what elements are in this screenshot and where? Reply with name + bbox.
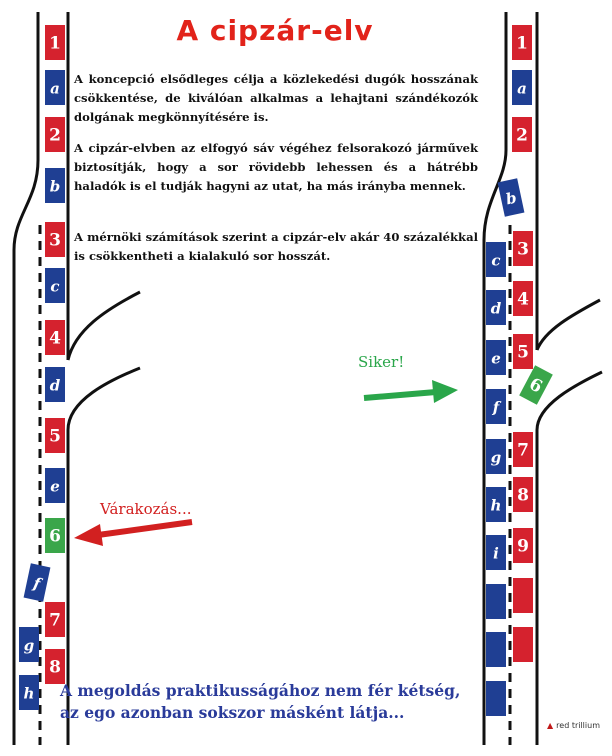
right-car-unlabeled-21: [513, 627, 533, 662]
left-car-a: [45, 70, 65, 105]
right-car-unlabeled-19: [513, 578, 533, 613]
left-car-label: 5: [49, 426, 61, 447]
credit-text: red trillium: [556, 721, 600, 730]
left-car-label: 2: [49, 125, 61, 146]
success-label: Siker!: [358, 353, 405, 371]
right-road-merge-edge: [537, 300, 600, 350]
right-car-9: [513, 528, 533, 563]
right-car-label: d: [490, 299, 502, 318]
paragraph-1: A koncepció elsődleges célja a közlekedési dugók hosszának csökkentése, de kiválóan alkalmas a lehajtani szándékozók dolgának megkönnyítésére is.: [74, 72, 478, 124]
page-title: A cipzár-elv: [176, 14, 374, 47]
left-car-e: [45, 468, 65, 503]
left-car-label: h: [23, 684, 35, 703]
right-car-label: 6: [525, 374, 546, 398]
right-car-label: a: [517, 79, 527, 98]
left-car-f: [24, 563, 51, 601]
right-car-1: [512, 25, 532, 60]
right-car-unlabeled-18: [486, 584, 506, 619]
left-car-d: [45, 367, 65, 402]
left-car-label: g: [23, 636, 35, 655]
right-car-label: c: [491, 251, 501, 270]
wait-label: Várakozás...: [100, 500, 192, 518]
right-car-7: [513, 432, 533, 467]
right-car-5: [513, 334, 533, 369]
right-car-c: [486, 242, 506, 277]
wait-arrow: [74, 522, 192, 546]
right-car-label: e: [491, 349, 501, 368]
paragraph-2: A cipzár-elvben az elfogyó sáv végéhez felsorakozó járművek biztosítják, hogy a sor rövidebb lehessen és a hátrébb haladók is el tudják hagyni az utat, ha más irányba mennek.: [74, 141, 478, 193]
right-car-e: [486, 340, 506, 375]
right-car-label: 7: [517, 440, 529, 461]
bottom-caption-line-1: A megoldás praktikusságához nem fér kétség,: [60, 681, 461, 700]
right-car-label: 8: [517, 485, 529, 506]
right-car-f: [486, 389, 506, 424]
right-car-h: [486, 487, 506, 522]
left-car-g: [19, 627, 39, 662]
right-car-label: f: [492, 398, 500, 417]
trillium-icon: ▲: [547, 721, 554, 730]
right-car-label: 9: [517, 536, 529, 557]
bottom-caption: [60, 680, 480, 724]
left-car-label: 7: [49, 610, 61, 631]
right-car-d: [486, 290, 506, 325]
right-car-body: [486, 681, 506, 716]
left-car-3: [45, 222, 65, 257]
success-arrow: [364, 380, 458, 403]
right-road-exit-edge: [537, 372, 602, 745]
left-car-6: [45, 518, 65, 553]
left-car-c: [45, 268, 65, 303]
left-car-h: [19, 675, 39, 710]
left-car-label: 4: [49, 328, 61, 349]
left-car-4: [45, 320, 65, 355]
right-car-label: g: [490, 448, 502, 467]
left-car-5: [45, 418, 65, 453]
right-car-b: [498, 178, 525, 216]
bottom-caption-line-2: az ego azonban sokszor másként látja...: [60, 703, 405, 722]
left-car-label: 6: [49, 526, 61, 547]
right-car-label: h: [490, 496, 502, 515]
right-cars: [486, 25, 553, 716]
left-road-merge-edge: [68, 292, 140, 360]
right-car-label: b: [504, 188, 519, 209]
left-car-label: 8: [49, 657, 61, 678]
left-car-label: f: [31, 574, 42, 593]
right-car-label: 4: [517, 289, 529, 310]
right-car-body: [513, 578, 533, 613]
paragraph-3: A mérnöki számítások szerint a cipzár-elv akár 40 százalékkal is csökkentheti a kialakuló sor hosszát.: [74, 230, 478, 263]
left-car-label: e: [50, 477, 60, 496]
right-car-i: [486, 535, 506, 570]
right-car-label: 2: [516, 125, 528, 146]
left-cars: [19, 25, 65, 710]
left-car-label: d: [49, 376, 61, 395]
right-car-unlabeled-22: [486, 681, 506, 716]
left-car-label: a: [50, 79, 60, 98]
left-car-7: [45, 602, 65, 637]
right-car-label: 3: [517, 239, 529, 260]
left-car-1: [45, 25, 65, 60]
right-car-unlabeled-20: [486, 632, 506, 667]
right-car-body: [486, 632, 506, 667]
left-car-label: b: [49, 177, 61, 196]
right-car-6: [519, 365, 553, 404]
left-car-label: 1: [49, 33, 61, 54]
left-car-label: c: [50, 277, 60, 296]
right-car-body: [513, 627, 533, 662]
right-car-2: [512, 117, 532, 152]
right-car-label: 5: [517, 342, 529, 363]
right-car-8: [513, 477, 533, 512]
right-car-label: i: [493, 544, 499, 563]
right-car-3: [513, 231, 533, 266]
left-car-2: [45, 117, 65, 152]
left-car-8: [45, 649, 65, 684]
right-car-a: [512, 70, 532, 105]
right-car-body: [486, 584, 506, 619]
right-car-label: 1: [516, 33, 528, 54]
credit: [547, 721, 600, 730]
left-car-label: 3: [49, 230, 61, 251]
left-car-b: [45, 168, 65, 203]
right-car-g: [486, 439, 506, 474]
right-car-4: [513, 281, 533, 316]
